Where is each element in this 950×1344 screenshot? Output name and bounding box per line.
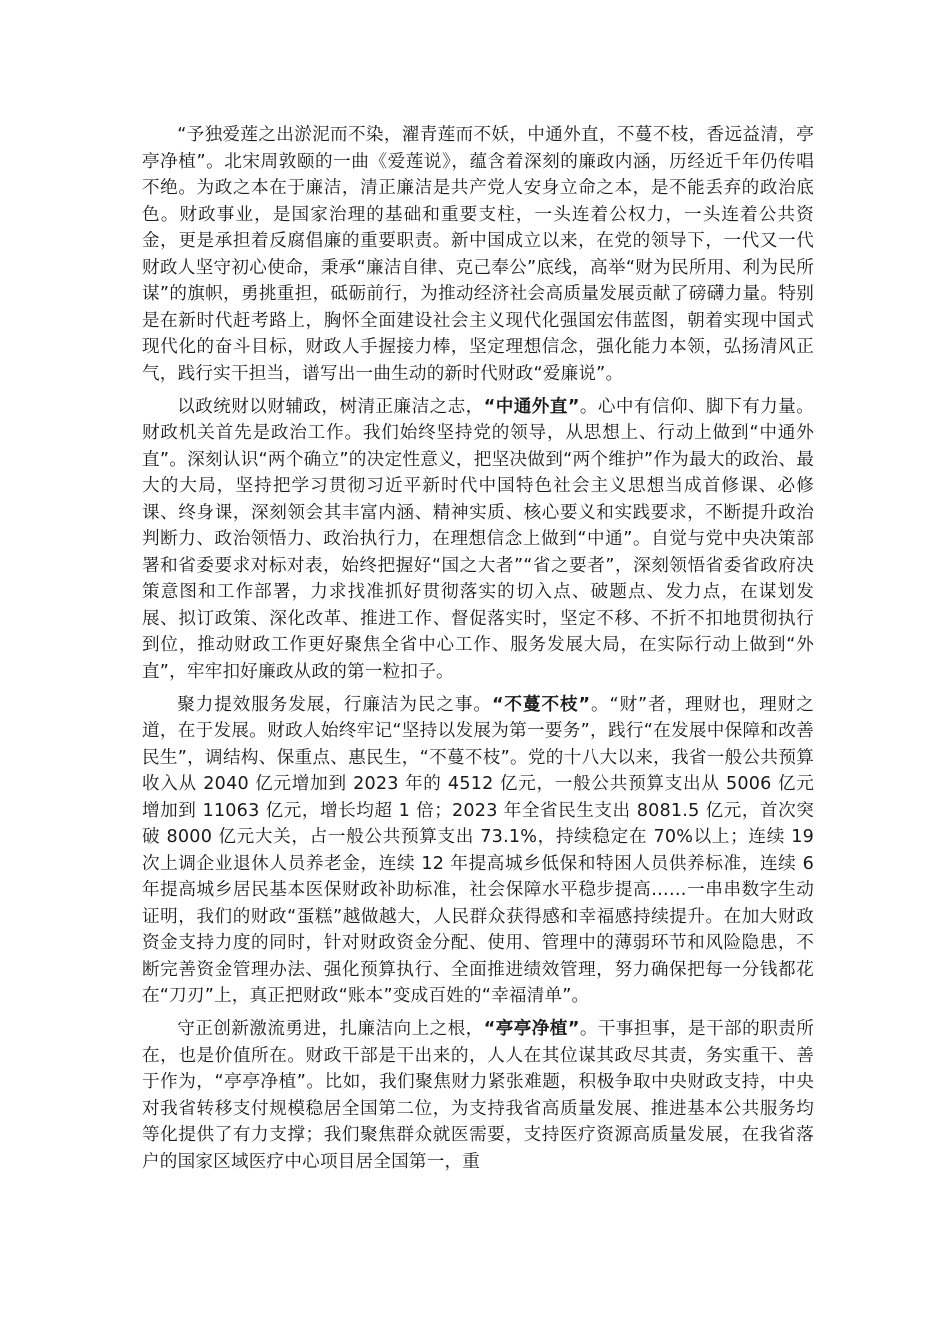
paragraph-text: 以政统财以财辅政，树清正廉洁之志， bbox=[177, 396, 484, 417]
paragraph-section-3 bbox=[142, 1016, 814, 1175]
section-keyword: “中通外直” bbox=[483, 396, 580, 417]
paragraph-text: 。心中有信仰、脚下有力量。财政机关首先是政治工作。我们始终坚持党的领导，从思想上、行动上做到“中通外直”。深刻认识“两个确立”的决定性意义，把坚决做到“两个维护”作为最大的政治、最大的大局，坚持把学习贯彻习近平新时代中国特色社会主义思想当成首修课、必修课、终身课，深刻领会其丰富内涵、精神实质、核心要义和实践要求，不断提升政治判断力、政治领悟力、政治执行力，在理想信念上做到“中通”。自觉与党中央决策部署和省委要求对标对表，始终把握好“国之大者”“省之要者”，深刻领悟省委省政府决策意图和工作部署，力求找准抓好贯彻落实的切入点、破题点、发力点，在谋划发展、拟订政策、深化改革、推进工作、督促落实时，坚定不移、不折不扣地贯彻执行到位，推动财政工作更好聚焦全省中心工作、服务发展大局，在实际行动上做到“外直”，牢牢扣好廉政从政的第一粒扣子。 bbox=[142, 396, 815, 682]
paragraph-section-1 bbox=[142, 394, 814, 686]
paragraph-text: 。“财”者，理财也，理财之道，在于发展。财政人始终牢记“坚持以发展为第一要务”，践行“在发展中保障和改善民生”，调结构、保重点、惠民生，“不蔓不枝”。党的十八大以来，我省一般公共预算收入从 2040 亿元增加到 2023 年的 4512 亿元，一般公共预算支出从 5006 亿元增加到 11063 亿元，增长均超 1 倍；2023 年全省民生支出 8081.5 亿元，首次突破 8000 亿元大关，占一般公共预算支出 73.1%，持续稳定在 70%以上；连续 19 次上调企业退休人员养老金，连续 12 年提高城乡低保和特困人员供养标准，连续 6 年提高城乡居民基本医保财政补助标准，社会保障水平稳步提高……一串串数字生动证明，我们的财政“蛋糕”越做越大，人民群众获得感和幸福感持续提升。在加大财政资金支持力度的同时，针对财政资金分配、使用、管理中的薄弱环节和风险隐患，不断完善资金管理办法、强化预算执行、全面推进绩效管理，努力确保把每一分钱都花在“刀刃”上，真正把财政“账本”变成百姓的“幸福清单”。 bbox=[142, 694, 815, 1006]
paragraph-text: “予独爱莲之出淤泥而不染，濯青莲而不妖，中通外直，不蔓不枝，香远益清，亭亭净植”。北宋周敦颐的一曲《爱莲说》，蕴含着深刻的廉政内涵，历经近千年仍传唱不绝。为政之本在于廉洁，清正廉洁是共产党人安身立命之本，是不能丢弃的政治底色。财政事业，是国家治理的基础和重要支柱，一头连着公权力，一头连着公共资金，更是承担着反腐倡廉的重要职责。新中国成立以来，在党的领导下，一代又一代财政人坚守初心使命，秉承“廉洁自律、克己奉公”底线，高举“财为民所用、利为民所谋”的旗帜，勇挑重担，砥砺前行，为推动经济社会高质量发展贡献了磅礴力量。特别是在新时代赶考路上，胸怀全面建设社会主义现代化强国宏伟蓝图，朝着实现中国式现代化的奋斗目标，财政人手握接力棒，坚定理想信念，强化能力本领，弘扬清风正气，践行实干担当，谱写出一曲生动的新时代财政“爱廉说”。 bbox=[142, 125, 814, 384]
paragraph-text: 守正创新激流勇进，扎廉洁向上之根， bbox=[177, 1019, 484, 1039]
section-keyword: “不蔓不枝” bbox=[491, 694, 591, 715]
paragraph-text: 聚力提效服务发展，行廉洁为民之事。 bbox=[177, 694, 492, 715]
document-body bbox=[142, 122, 814, 1182]
section-keyword: “亭亭净植” bbox=[483, 1019, 580, 1039]
paragraph-text: 。干事担事，是干部的职责所在，也是价值所在。财政干部是干出来的，人人在其位谋其政尽其责，务实重干、善于作为，“亭亭净植”。比如，我们聚焦财力紧张难题，积极争取中央财政支持，中央对我省转移支付规模稳居全国第二位，为支持我省高质量发展、推进基本公共服务均等化提供了有力支撑；我们聚焦群众就医需要，支持医疗资源高质量发展，在我省落户的国家区域医疗中心项目居全国第一，重 bbox=[142, 1019, 815, 1172]
paragraph-intro bbox=[142, 122, 814, 387]
paragraph-section-2 bbox=[142, 692, 814, 1010]
